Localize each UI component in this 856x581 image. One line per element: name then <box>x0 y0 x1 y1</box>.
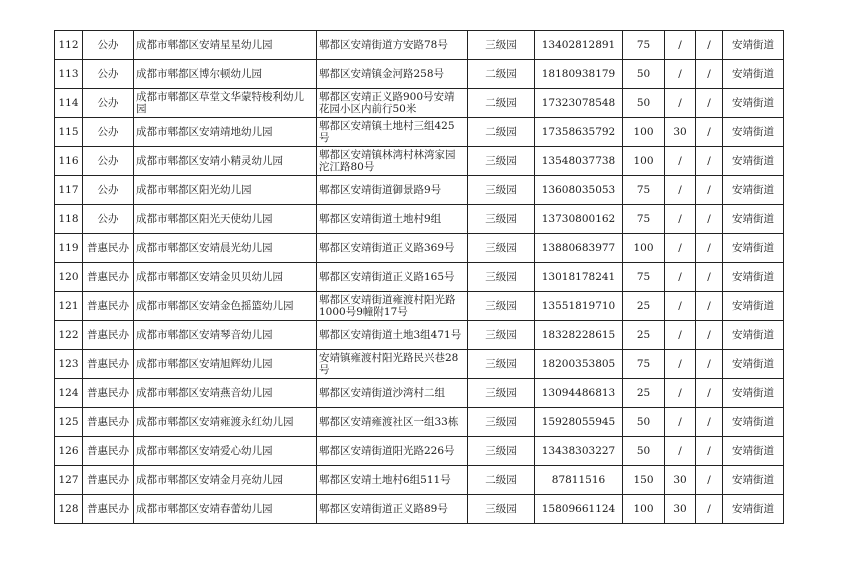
extra-count: / <box>665 350 696 379</box>
school-name: 成都市郫都区安靖金贝贝幼儿园 <box>134 263 317 292</box>
school-level: 三级园 <box>468 379 535 408</box>
row-number: 112 <box>55 31 83 60</box>
street-office: 安靖街道 <box>723 234 784 263</box>
extra-count: / <box>665 321 696 350</box>
school-address: 郫都区安靖街道阳光路226号 <box>317 437 468 466</box>
enrollment-capacity: 50 <box>623 60 665 89</box>
contact-phone: 13402812891 <box>535 31 623 60</box>
row-number: 128 <box>55 495 83 524</box>
enrollment-capacity: 75 <box>623 31 665 60</box>
extra-count-2: / <box>696 205 723 234</box>
table-row <box>55 321 784 350</box>
table-row <box>55 234 784 263</box>
street-office: 安靖街道 <box>723 118 784 147</box>
extra-count-2: / <box>696 408 723 437</box>
school-level: 三级园 <box>468 147 535 176</box>
table-row <box>55 408 784 437</box>
table-row <box>55 205 784 234</box>
contact-phone: 13551819710 <box>535 292 623 321</box>
table-row <box>55 31 784 60</box>
extra-count: / <box>665 60 696 89</box>
school-type: 普惠民办 <box>83 321 134 350</box>
school-type: 公办 <box>83 118 134 147</box>
school-address: 郫都区安靖街道土地村9组 <box>317 205 468 234</box>
school-address: 郫都区安靖土地村6组511号 <box>317 466 468 495</box>
school-level: 三级园 <box>468 292 535 321</box>
enrollment-capacity: 100 <box>623 147 665 176</box>
school-address: 郫都区安靖街道土地3组471号 <box>317 321 468 350</box>
street-office: 安靖街道 <box>723 176 784 205</box>
school-address: 郫都区安靖镇金河路258号 <box>317 60 468 89</box>
school-name: 成都市郫都区安靖靖地幼儿园 <box>134 118 317 147</box>
extra-count-2: / <box>696 321 723 350</box>
school-type: 公办 <box>83 205 134 234</box>
extra-count-2: / <box>696 234 723 263</box>
school-type: 普惠民办 <box>83 379 134 408</box>
row-number: 126 <box>55 437 83 466</box>
street-office: 安靖街道 <box>723 31 784 60</box>
extra-count: / <box>665 31 696 60</box>
contact-phone: 15928055945 <box>535 408 623 437</box>
school-address: 郫都区安靖街道正义路89号 <box>317 495 468 524</box>
contact-phone: 13548037738 <box>535 147 623 176</box>
school-name: 成都市郫都区安靖春蕾幼儿园 <box>134 495 317 524</box>
street-office: 安靖街道 <box>723 147 784 176</box>
enrollment-capacity: 150 <box>623 466 665 495</box>
school-address: 郫都区安靖街道正义路165号 <box>317 263 468 292</box>
school-type: 公办 <box>83 176 134 205</box>
contact-phone: 13608035053 <box>535 176 623 205</box>
enrollment-capacity: 25 <box>623 292 665 321</box>
school-name: 成都市郫都区安靖旭辉幼儿园 <box>134 350 317 379</box>
table-row <box>55 466 784 495</box>
contact-phone: 13438303227 <box>535 437 623 466</box>
row-number: 114 <box>55 89 83 118</box>
contact-phone: 18200353805 <box>535 350 623 379</box>
enrollment-capacity: 50 <box>623 408 665 437</box>
enrollment-capacity: 75 <box>623 205 665 234</box>
table-row <box>55 437 784 466</box>
enrollment-capacity: 25 <box>623 321 665 350</box>
school-type: 普惠民办 <box>83 466 134 495</box>
school-type: 公办 <box>83 60 134 89</box>
row-number: 127 <box>55 466 83 495</box>
street-office: 安靖街道 <box>723 321 784 350</box>
extra-count: / <box>665 89 696 118</box>
school-address: 郫都区安靖街道方安路78号 <box>317 31 468 60</box>
school-address: 郫都区安靖街道雍渡村阳光路1000号9幢附17号 <box>317 292 468 321</box>
street-office: 安靖街道 <box>723 60 784 89</box>
row-number: 118 <box>55 205 83 234</box>
school-name: 成都市郫都区安靖雍渡永红幼儿园 <box>134 408 317 437</box>
school-address: 安靖镇雍渡村阳光路民兴巷28号 <box>317 350 468 379</box>
street-office: 安靖街道 <box>723 379 784 408</box>
school-name: 成都市郫都区博尔顿幼儿园 <box>134 60 317 89</box>
school-level: 三级园 <box>468 350 535 379</box>
school-address: 郫都区安靖街道御景路9号 <box>317 176 468 205</box>
school-name: 成都市郫都区阳光天使幼儿园 <box>134 205 317 234</box>
enrollment-capacity: 100 <box>623 118 665 147</box>
school-address: 郫都区安靖雍渡社区一组33栋 <box>317 408 468 437</box>
extra-count: / <box>665 176 696 205</box>
row-number: 119 <box>55 234 83 263</box>
school-name: 成都市郫都区安靖爱心幼儿园 <box>134 437 317 466</box>
school-level: 二级园 <box>468 118 535 147</box>
table-row <box>55 292 784 321</box>
enrollment-capacity: 50 <box>623 437 665 466</box>
row-number: 123 <box>55 350 83 379</box>
table-row <box>55 147 784 176</box>
school-name: 成都市郫都区安靖琴音幼儿园 <box>134 321 317 350</box>
school-name: 成都市郫都区安靖晨光幼儿园 <box>134 234 317 263</box>
street-office: 安靖街道 <box>723 437 784 466</box>
extra-count-2: / <box>696 292 723 321</box>
extra-count-2: / <box>696 466 723 495</box>
extra-count: / <box>665 437 696 466</box>
street-office: 安靖街道 <box>723 205 784 234</box>
extra-count-2: / <box>696 437 723 466</box>
school-type: 公办 <box>83 147 134 176</box>
extra-count-2: / <box>696 350 723 379</box>
extra-count: / <box>665 379 696 408</box>
table-row <box>55 118 784 147</box>
school-level: 二级园 <box>468 466 535 495</box>
enrollment-capacity: 100 <box>623 234 665 263</box>
school-type: 普惠民办 <box>83 263 134 292</box>
school-name: 成都市郫都区安靖星星幼儿园 <box>134 31 317 60</box>
enrollment-capacity: 25 <box>623 379 665 408</box>
street-office: 安靖街道 <box>723 263 784 292</box>
row-number: 122 <box>55 321 83 350</box>
enrollment-capacity: 75 <box>623 176 665 205</box>
row-number: 113 <box>55 60 83 89</box>
row-number: 117 <box>55 176 83 205</box>
school-address: 郫都区安靖镇林湾村林湾家园沱江路80号 <box>317 147 468 176</box>
school-type: 普惠民办 <box>83 292 134 321</box>
row-number: 116 <box>55 147 83 176</box>
contact-phone: 18180938179 <box>535 60 623 89</box>
enrollment-capacity: 75 <box>623 350 665 379</box>
extra-count: / <box>665 408 696 437</box>
school-name: 成都市郫都区草堂文华蒙特梭利幼儿园 <box>134 89 317 118</box>
school-name: 成都市郫都区阳光幼儿园 <box>134 176 317 205</box>
contact-phone: 13730800162 <box>535 205 623 234</box>
extra-count: 30 <box>665 495 696 524</box>
row-number: 120 <box>55 263 83 292</box>
school-level: 三级园 <box>468 437 535 466</box>
extra-count-2: / <box>696 89 723 118</box>
table-row <box>55 263 784 292</box>
school-level: 三级园 <box>468 234 535 263</box>
school-name: 成都市郫都区安靖金月亮幼儿园 <box>134 466 317 495</box>
contact-phone: 17323078548 <box>535 89 623 118</box>
contact-phone: 17358635792 <box>535 118 623 147</box>
street-office: 安靖街道 <box>723 408 784 437</box>
school-level: 三级园 <box>468 495 535 524</box>
extra-count: / <box>665 234 696 263</box>
extra-count: 30 <box>665 466 696 495</box>
extra-count: / <box>665 147 696 176</box>
contact-phone: 15809661124 <box>535 495 623 524</box>
school-level: 三级园 <box>468 205 535 234</box>
street-office: 安靖街道 <box>723 466 784 495</box>
row-number: 125 <box>55 408 83 437</box>
table-row <box>55 89 784 118</box>
school-type: 普惠民办 <box>83 437 134 466</box>
street-office: 安靖街道 <box>723 495 784 524</box>
school-type: 普惠民办 <box>83 234 134 263</box>
street-office: 安靖街道 <box>723 89 784 118</box>
extra-count-2: / <box>696 31 723 60</box>
school-type: 公办 <box>83 31 134 60</box>
contact-phone: 13094486813 <box>535 379 623 408</box>
contact-phone: 87811516 <box>535 466 623 495</box>
kindergarten-table <box>54 30 784 524</box>
table-row <box>55 350 784 379</box>
extra-count-2: / <box>696 60 723 89</box>
extra-count-2: / <box>696 147 723 176</box>
table-row <box>55 379 784 408</box>
enrollment-capacity: 50 <box>623 89 665 118</box>
school-name: 成都市郫都区安靖金色摇篮幼儿园 <box>134 292 317 321</box>
extra-count: 30 <box>665 118 696 147</box>
school-type: 公办 <box>83 89 134 118</box>
extra-count-2: / <box>696 379 723 408</box>
extra-count-2: / <box>696 118 723 147</box>
school-level: 二级园 <box>468 89 535 118</box>
contact-phone: 18328228615 <box>535 321 623 350</box>
row-number: 124 <box>55 379 83 408</box>
school-address: 郫都区安靖街道正义路369号 <box>317 234 468 263</box>
school-level: 三级园 <box>468 263 535 292</box>
row-number: 115 <box>55 118 83 147</box>
school-name: 成都市郫都区安靖燕音幼儿园 <box>134 379 317 408</box>
extra-count-2: / <box>696 263 723 292</box>
school-level: 三级园 <box>468 321 535 350</box>
extra-count-2: / <box>696 176 723 205</box>
table-body <box>55 31 784 524</box>
street-office: 安靖街道 <box>723 292 784 321</box>
extra-count: / <box>665 292 696 321</box>
school-level: 三级园 <box>468 176 535 205</box>
school-type: 普惠民办 <box>83 408 134 437</box>
table-row <box>55 176 784 205</box>
table-row <box>55 60 784 89</box>
enrollment-capacity: 100 <box>623 495 665 524</box>
school-type: 普惠民办 <box>83 350 134 379</box>
enrollment-capacity: 75 <box>623 263 665 292</box>
school-address: 郫都区安靖正义路900号安靖花园小区内前行50米 <box>317 89 468 118</box>
school-type: 普惠民办 <box>83 495 134 524</box>
school-name: 成都市郫都区安靖小精灵幼儿园 <box>134 147 317 176</box>
contact-phone: 13880683977 <box>535 234 623 263</box>
school-address: 郫都区安靖街道沙湾村二组 <box>317 379 468 408</box>
school-address: 郫都区安靖镇土地村三组425号 <box>317 118 468 147</box>
row-number: 121 <box>55 292 83 321</box>
contact-phone: 13018178241 <box>535 263 623 292</box>
street-office: 安靖街道 <box>723 350 784 379</box>
school-level: 二级园 <box>468 60 535 89</box>
table-row <box>55 495 784 524</box>
school-level: 三级园 <box>468 408 535 437</box>
extra-count: / <box>665 263 696 292</box>
extra-count: / <box>665 205 696 234</box>
school-level: 三级园 <box>468 31 535 60</box>
extra-count-2: / <box>696 495 723 524</box>
